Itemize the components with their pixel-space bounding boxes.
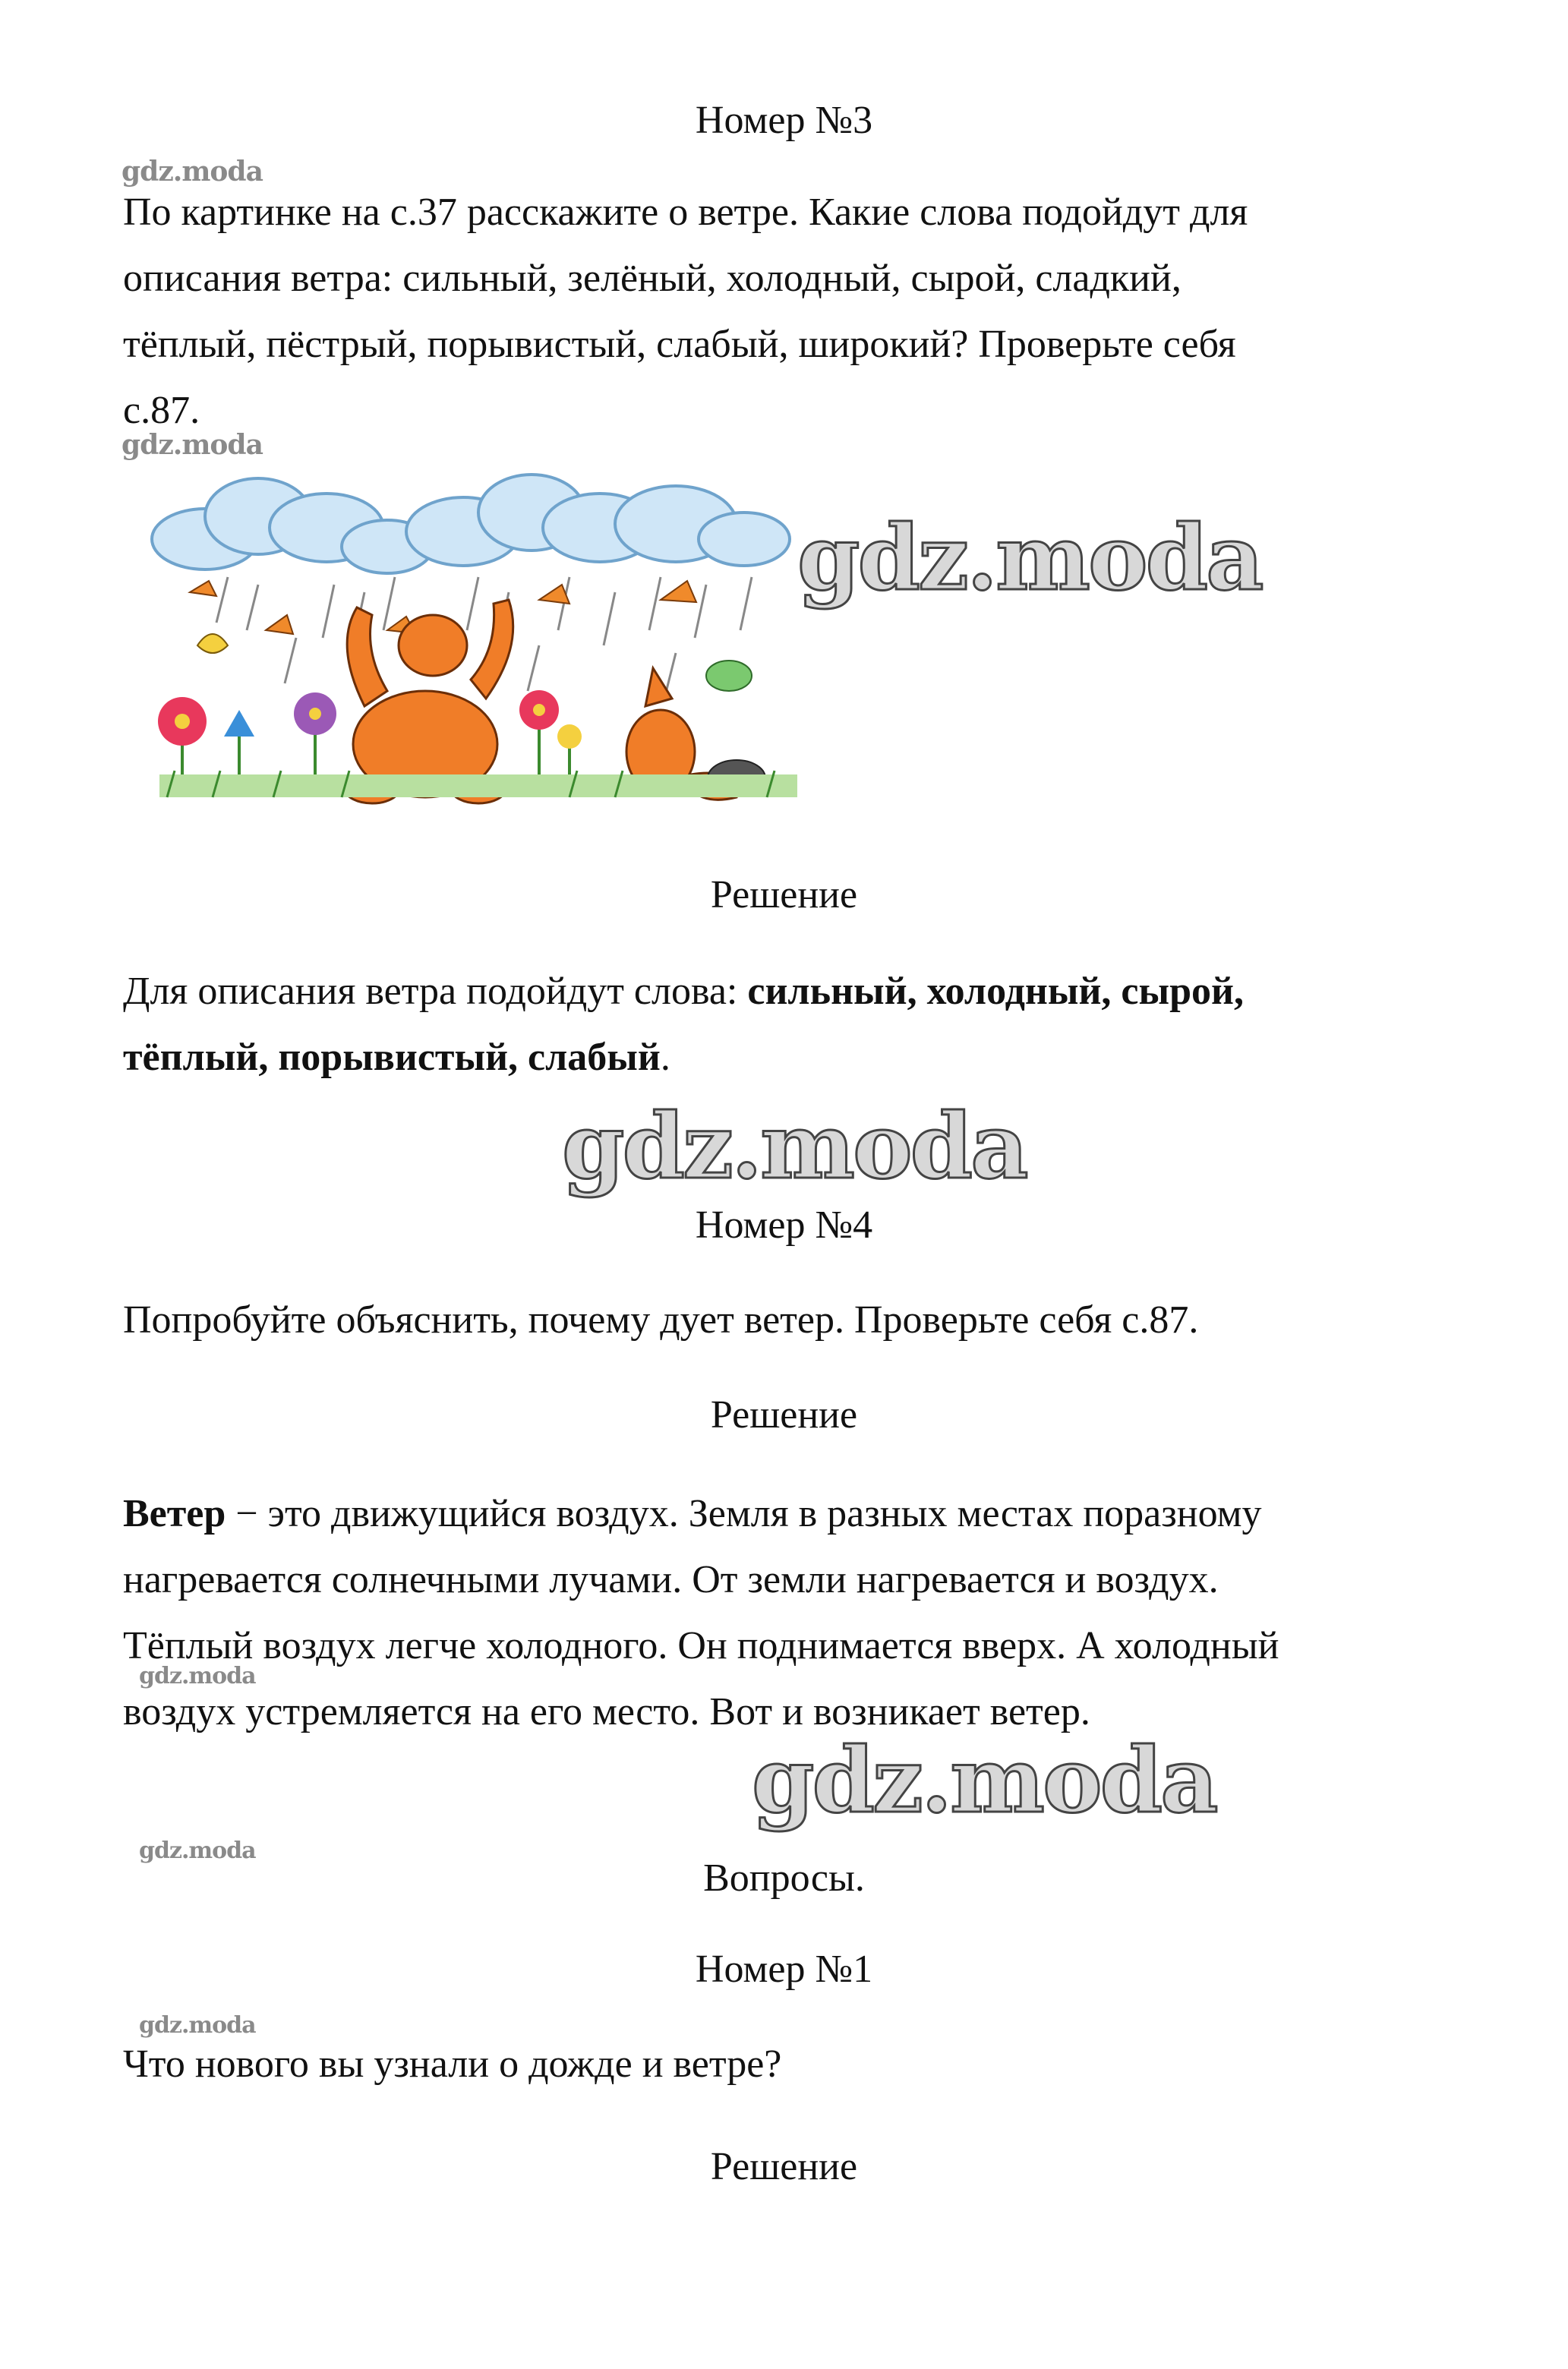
task3-answer-bold-2: тёплый, порывистый, слабый	[123, 1036, 661, 1079]
task3-header: Номер №3	[695, 99, 873, 142]
task3-question-line-3: тёплый, пёстрый, порывистый, слабый, широкий? Проверьте себя	[123, 323, 1236, 366]
watermark-large: gdz.moda	[797, 505, 1262, 610]
task4-answer-line1-rest: − это движущийся воздух. Земля в разных местах поразному	[226, 1492, 1262, 1535]
task3-answer-end: .	[660, 1036, 670, 1079]
watermark-small: gdz.moda	[139, 1837, 256, 1864]
task4-header: Номер №4	[695, 1203, 873, 1247]
task4-question: Попробуйте объяснить, почему дует ветер. Проверьте себя с.87.	[123, 1298, 1199, 1342]
task3-question-line-4: с.87.	[123, 389, 200, 432]
task3-answer-line-1	[123, 958, 1244, 1024]
questions-task1-question: Что нового вы узнали о дожде и ветре?	[123, 2043, 782, 2086]
task3-answer-prefix: Для описания ветра подойдут слова:	[123, 970, 748, 1013]
questions-task1-header: Номер №1	[695, 1948, 873, 1991]
task3-solution-header: Решение	[710, 873, 858, 916]
wind-rain-illustration	[144, 456, 805, 812]
questions-header: Вопросы.	[703, 1856, 865, 1900]
watermark-small: gdz.moda	[121, 429, 263, 461]
task3-answer-bold-1: сильный, холодный, сырой,	[747, 970, 1244, 1013]
watermark-large: gdz.moda	[752, 1727, 1216, 1833]
questions-task1-solution: Решение	[710, 2145, 858, 2188]
task4-answer-line-3: Тёплый воздух легче холодного. Он поднимается вверх. А холодный	[123, 1624, 1279, 1667]
task4-answer-line-2: нагревается солнечными лучами. От земли нагревается и воздух.	[123, 1558, 1219, 1601]
task4-answer-line-4: воздух устремляется на его место. Вот и возникает ветер.	[123, 1690, 1090, 1733]
watermark-small: gdz.moda	[121, 156, 263, 188]
watermark-large: gdz.moda	[562, 1093, 1027, 1199]
task3-answer-line-2	[123, 1024, 670, 1090]
task3-question-line-1: По картинке на с.37 расскажите о ветре. Какие слова подойдут для	[123, 191, 1248, 234]
task4-answer-line-1	[123, 1481, 1262, 1547]
task4-solution-header: Решение	[710, 1393, 858, 1437]
watermark-small: gdz.moda	[139, 1663, 256, 1689]
task4-answer-term: Ветер	[123, 1492, 226, 1535]
watermark-small: gdz.moda	[139, 2012, 256, 2039]
task3-question-line-2: описания ветра: сильный, зелёный, холодный, сырой, сладкий,	[123, 257, 1182, 300]
